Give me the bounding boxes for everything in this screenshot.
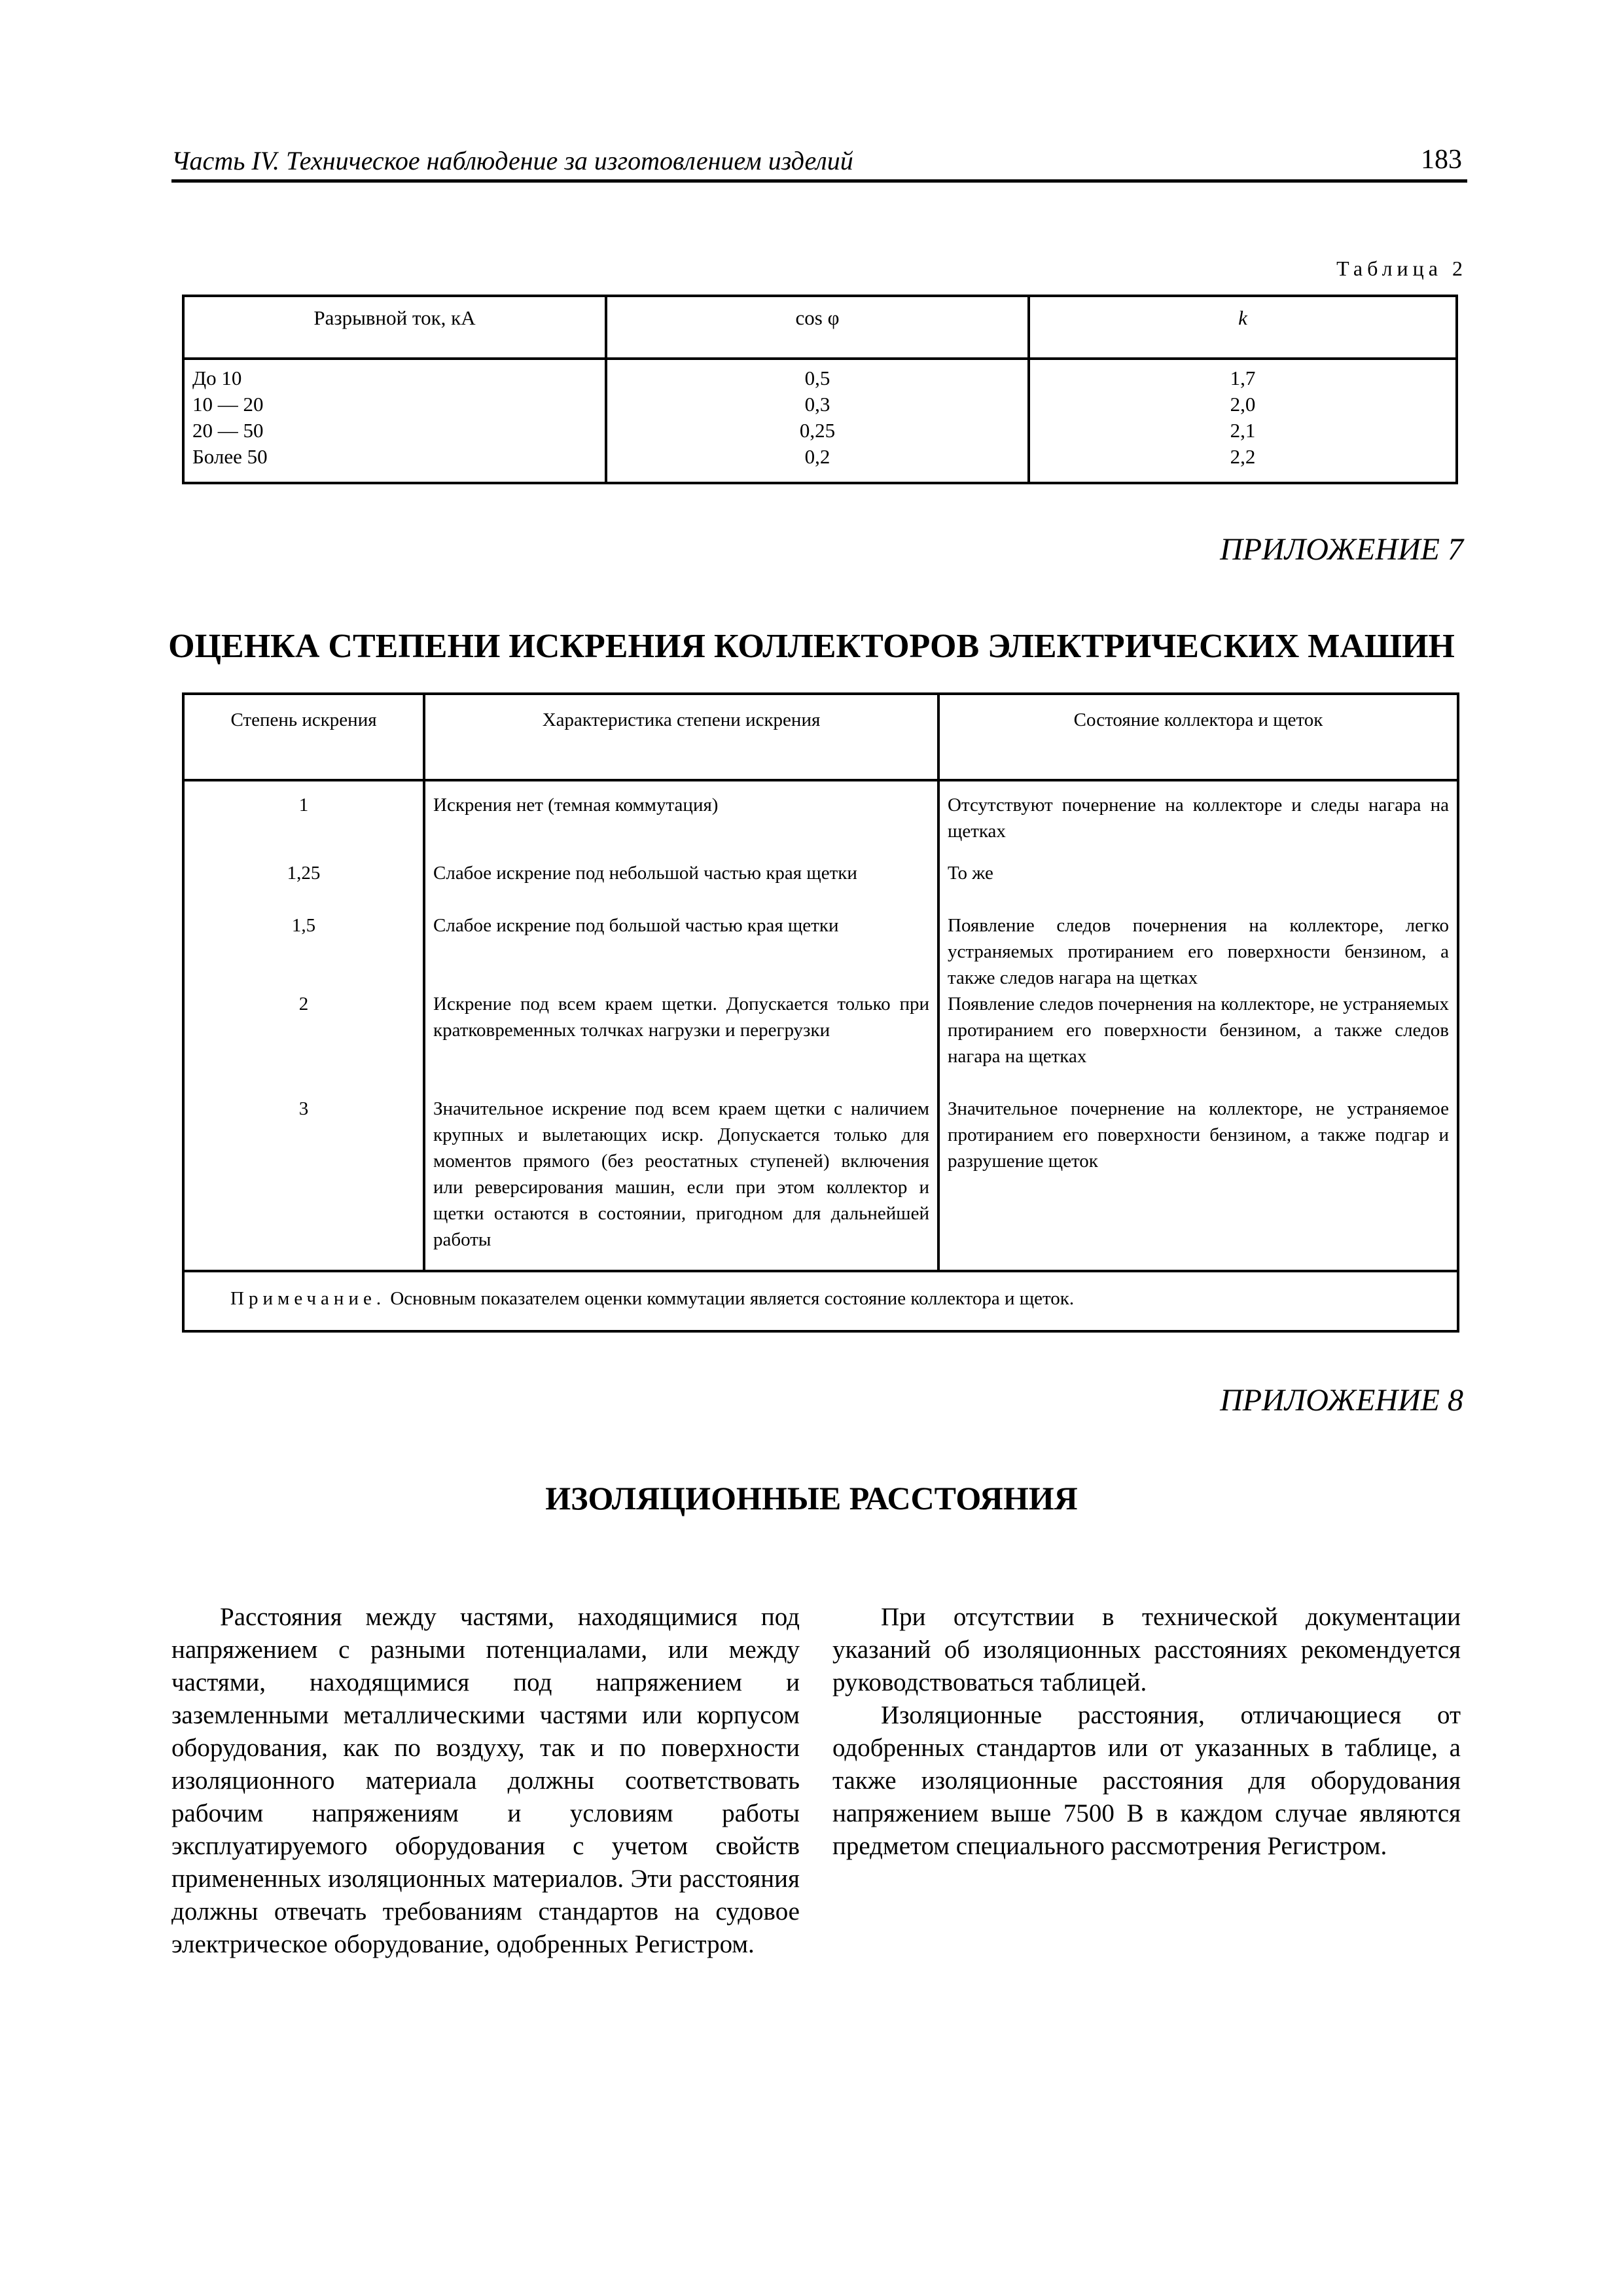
table-2-header-current: Разрывной ток, кА bbox=[183, 296, 606, 359]
note-label: Примечание. bbox=[230, 1288, 386, 1309]
state-cell: Значительное почернение на коллекторе, не устраняемое протиранием его поверхности бензином, а также подгар и разрушение щеток bbox=[938, 1096, 1458, 1271]
table-2-caption: Таблица 2 bbox=[1336, 257, 1467, 280]
cell-value: 0,5 bbox=[804, 367, 830, 389]
running-header-title: Часть IV. Техническое наблюдение за изготовлением изделий bbox=[171, 146, 853, 175]
table-2-k-cell bbox=[1029, 359, 1457, 483]
cell-value: 20 — 50 bbox=[192, 419, 264, 442]
degree-cell: 2 bbox=[183, 991, 424, 1096]
characteristic-cell: Слабое искрение под большой частью края щетки bbox=[424, 912, 938, 991]
table-2-current-cell bbox=[183, 359, 606, 483]
cell-value: 10 — 20 bbox=[192, 393, 264, 416]
appendix-7-title: ОЦЕНКА СТЕПЕНИ ИСКРЕНИЯ КОЛЛЕКТОРОВ ЭЛЕКТРИЧЕСКИХ МАШИН bbox=[168, 628, 1455, 665]
characteristic-cell: Искрение под всем краем щетки. Допускается только при кратковременных толчках нагрузки и перегрузки bbox=[424, 991, 938, 1096]
table-row bbox=[183, 1096, 1458, 1271]
degree-cell: 3 bbox=[183, 1096, 424, 1271]
note-text: Основным показателем оценки коммутации является состояние коллектора и щеток. bbox=[390, 1288, 1075, 1309]
sparking-table bbox=[182, 692, 1459, 1333]
cell-value: 0,2 bbox=[804, 445, 830, 468]
degree-cell: 1,5 bbox=[183, 912, 424, 991]
appendix-8-label: ПРИЛОЖЕНИЕ 8 bbox=[1220, 1383, 1463, 1418]
table-2-cos-cell bbox=[606, 359, 1029, 483]
state-cell: То же bbox=[938, 860, 1458, 912]
running-header bbox=[171, 140, 1467, 183]
cell-value: 1,7 bbox=[1230, 367, 1256, 389]
paragraph: При отсутствии в технической документации указаний об изоляционных расстояниях рекомендуется руководствоваться таблицей. bbox=[832, 1603, 1461, 1696]
appendix-7-label: ПРИЛОЖЕНИЕ 7 bbox=[1220, 532, 1463, 567]
paragraph: Расстояния между частями, находящимися под напряжением с разными потенциалами, или между частями, находящимися под напряжением и заземленными металлическими частями или корпусом оборудования, как по воздуху, так и по поверхности изоляционного материала должны соответствовать рабочим напряжениям и условиям работы эксплуатируемого оборудования с учетом свойств примененных изоляционных материалов. Эти расстояния должны отвечать требованиям стандартов на судовое электрическое оборудование, одобренных Регистром. bbox=[171, 1603, 800, 1958]
state-cell: Отсутствуют почернение на коллекторе и следы нагара на щетках bbox=[938, 780, 1458, 860]
table-row bbox=[183, 780, 1458, 860]
sparking-table-header-row bbox=[183, 694, 1458, 780]
left-column bbox=[171, 1601, 800, 1961]
right-column bbox=[832, 1601, 1461, 1863]
cell-value: 0,3 bbox=[804, 393, 830, 416]
characteristic-cell: Слабое искрение под небольшой частью края щетки bbox=[424, 860, 938, 912]
characteristic-cell: Значительное искрение под всем краем щетки с наличием крупных и вылетающих искр. Допускается только для моментов прямого (без реостатных ступеней) включения или реверсирования машин, если при этом коллектор и щетки остаются в состоянии, пригодном для дальнейшей работы bbox=[424, 1096, 938, 1271]
cell-value: До 10 bbox=[192, 367, 242, 389]
paragraph: Изоляционные расстояния, отличающиеся от одобренных стандартов или от указанных в таблице, а также изоляционные расстояния для оборудования напряжением выше 7500 В в каждом случае являются предметом специального рассмотрения Регистром. bbox=[832, 1701, 1461, 1860]
page-number: 183 bbox=[1421, 145, 1462, 175]
table-2-header-cos: cos φ bbox=[606, 296, 1029, 359]
header-degree: Степень искрения bbox=[183, 694, 424, 780]
degree-cell: 1,25 bbox=[183, 860, 424, 912]
appendix-8-title: ИЗОЛЯЦИОННЫЕ РАССТОЯНИЯ bbox=[545, 1480, 1078, 1516]
cell-value: Более 50 bbox=[192, 445, 268, 468]
note-row bbox=[183, 1271, 1458, 1331]
header-characteristic: Характеристика степени искрения bbox=[424, 694, 938, 780]
degree-cell: 1 bbox=[183, 780, 424, 860]
table-row bbox=[183, 860, 1458, 912]
cell-value: 2,0 bbox=[1230, 393, 1256, 416]
table-2-header-k: k bbox=[1029, 296, 1457, 359]
state-cell: Появление следов почернения на коллекторе, не устраняемых протиранием его поверхности бензином, а также следов нагара на щетках bbox=[938, 991, 1458, 1096]
table-row bbox=[183, 912, 1458, 991]
table-2-header-row bbox=[183, 296, 1457, 359]
cell-value: 2,1 bbox=[1230, 419, 1256, 442]
note-cell bbox=[183, 1271, 1458, 1331]
table-row bbox=[183, 359, 1457, 483]
cell-value: 2,2 bbox=[1230, 445, 1256, 468]
characteristic-cell: Искрения нет (темная коммутация) bbox=[424, 780, 938, 860]
table-2 bbox=[182, 295, 1458, 484]
header-state: Состояние коллектора и щеток bbox=[938, 694, 1458, 780]
cell-value: 0,25 bbox=[799, 419, 836, 442]
table-row bbox=[183, 991, 1458, 1096]
state-cell: Появление следов почернения на коллекторе, легко устраняемых протиранием его поверхности бензином, а также следов нагара на щетках bbox=[938, 912, 1458, 991]
